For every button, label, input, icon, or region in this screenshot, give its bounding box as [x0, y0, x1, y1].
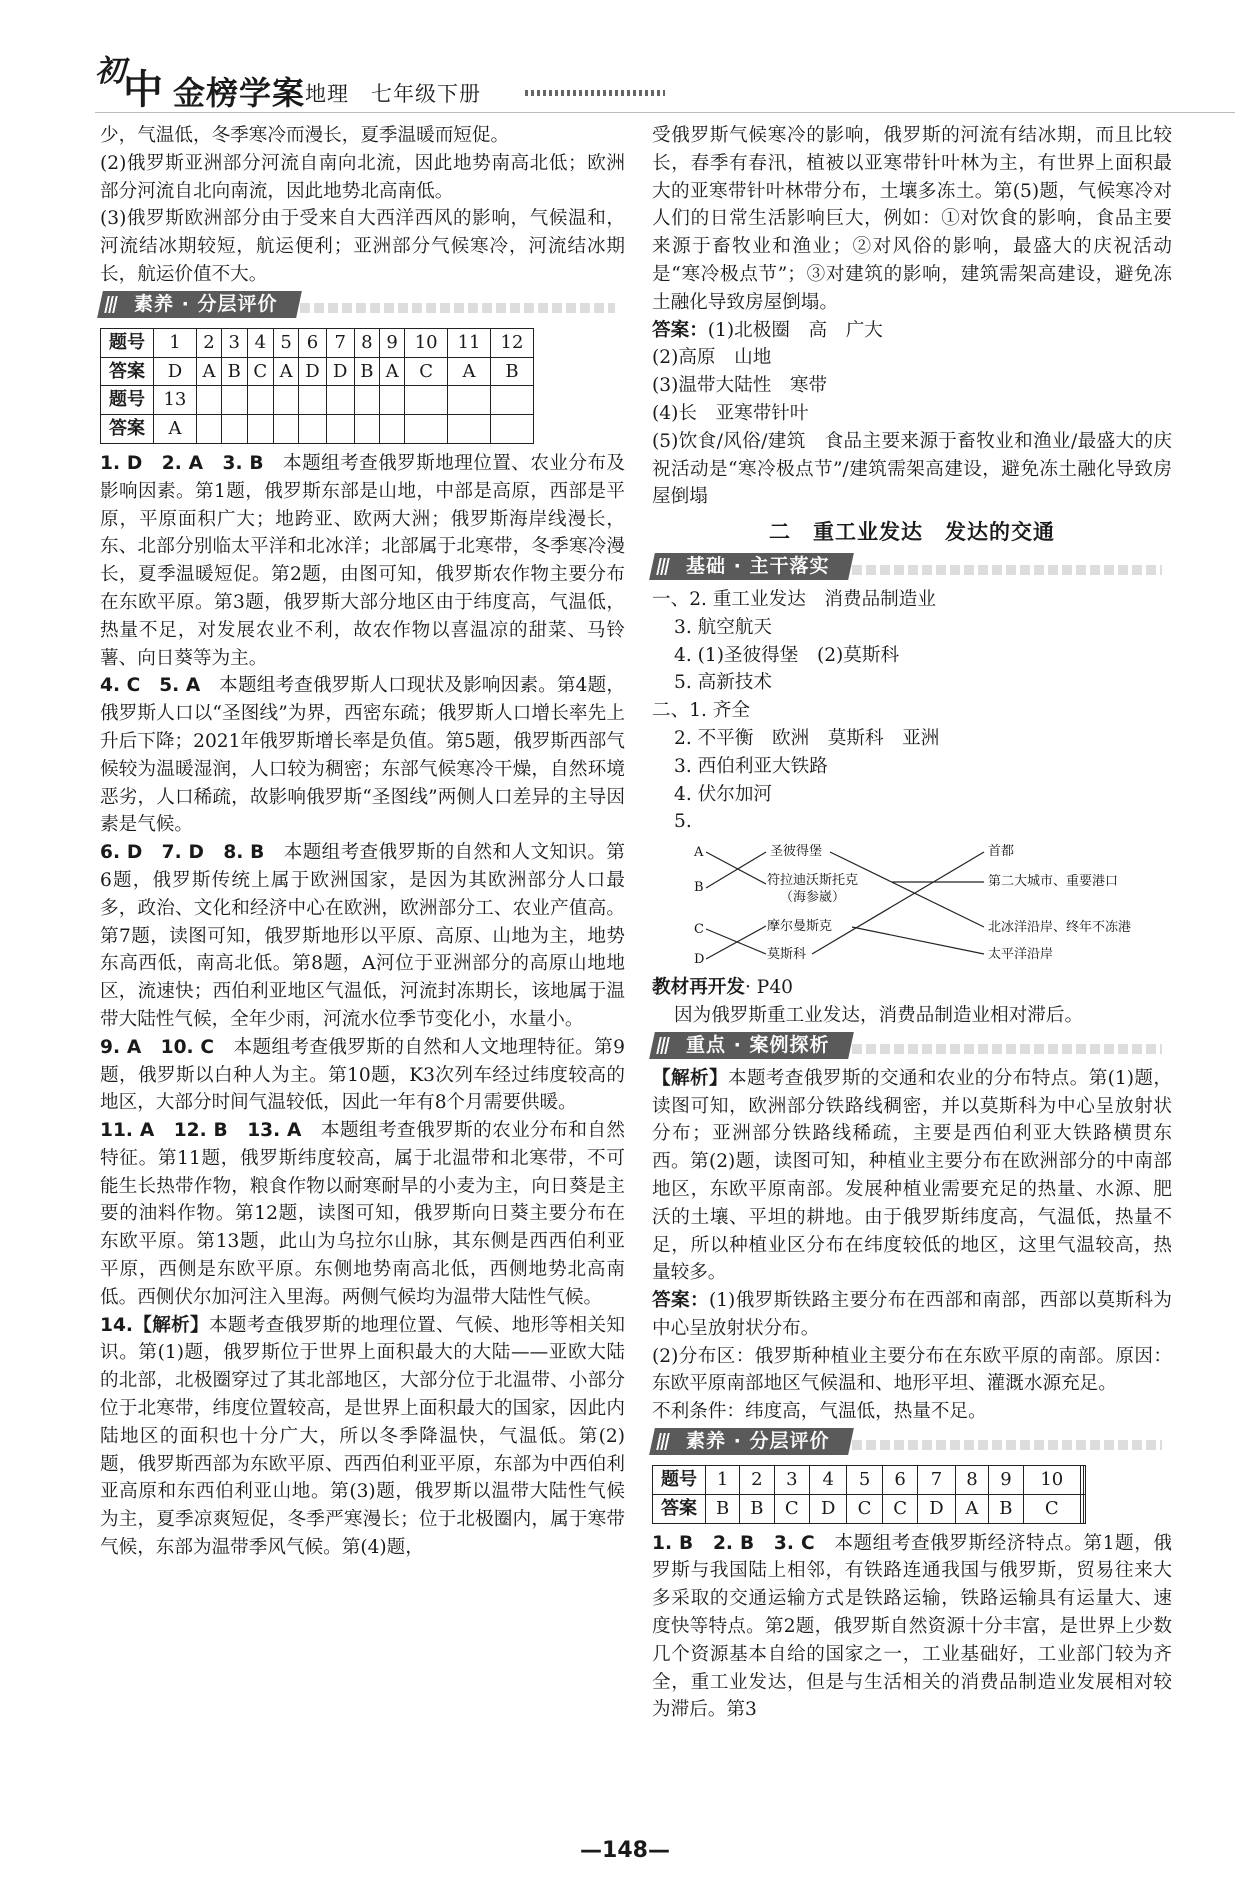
- header-rule: [95, 112, 1235, 113]
- right-column: [652, 122, 1172, 1724]
- item-lead: 14.【解析】: [100, 1314, 209, 1336]
- header-dots: [525, 90, 665, 96]
- list-item: 3. 西伯利亚大铁路: [674, 755, 828, 777]
- diagram-letter-d: D: [694, 952, 705, 968]
- case-answer: [652, 1287, 1172, 1343]
- matching-diagram: [692, 838, 1132, 968]
- table-cell: 4: [247, 328, 274, 357]
- list-item: 一、2. 重工业发达 消费品制造业: [652, 588, 936, 610]
- banner-label: 基础 · 主干落实: [686, 554, 830, 577]
- table-cell: 1: [706, 1466, 740, 1495]
- textbook-label: 教材再开发: [652, 977, 745, 999]
- textbook-page: · P40: [744, 977, 793, 999]
- banner-evaluation-1: [100, 289, 625, 324]
- logo-char-1: 初: [95, 54, 125, 89]
- table-cell: 4: [810, 1466, 847, 1495]
- table-cell: A: [448, 357, 491, 386]
- table-cell: 1: [154, 328, 197, 357]
- logo-title: 金榜学案: [173, 74, 306, 112]
- diagram-city: 符拉迪沃斯托克: [767, 873, 859, 889]
- banner-label: 重点 · 案例探析: [686, 1033, 830, 1056]
- answer-line: (3)温带大陆性 寒带: [652, 375, 828, 397]
- answer-item: [100, 1117, 625, 1312]
- table-cell: 8: [354, 328, 380, 357]
- item-text: 本题组考查俄罗斯地理位置、农业分布及影响因素。第1题，俄罗斯东部是山地，中部是高原，西部是平原，平原面积广大；地跨亚、欧两大洲；俄罗斯海岸线漫长，东、北部分别临太平洋和北冰洋；北部属于北寒带，冬季寒冷漫长，夏季温暖短促。第2题，由图可知，俄罗斯农作物主要分布在东欧平原。第3题，俄罗斯大部分地区由于纬度高，气温低，热量不足，对发展农业不利，故农作物以喜温凉的甜菜、马铃薯、向日葵等为主。: [100, 452, 625, 669]
- logo-char-2: 中: [123, 67, 163, 113]
- table-cell: C: [1023, 1494, 1081, 1523]
- table-cell: 答案: [653, 1494, 706, 1523]
- diagram-city: （海参崴）: [780, 890, 846, 906]
- analysis-text: 本题考查俄罗斯的交通和农业的分布特点。第(1)题，读图可知，欧洲部分铁路线稠密，并以莫斯科为中心呈放射状分布；亚洲部分铁路线稀疏，主要是西伯利亚大铁路横贯东西。第(2)题，读图可知，种植业主要分布在欧洲部分的中南部地区，东欧平原南部。发展种植业需要充足的热量、水源、肥沃的土壤、平坦的耕地。由于俄罗斯纬度高，气温低，热量不足，所以种植业区分布在纬度较低的地区，这里气温较高，热量较多。: [652, 1067, 1172, 1284]
- banner-label: 素养 · 分层评价: [134, 292, 278, 315]
- table-cell: 12: [490, 328, 533, 357]
- match-line: [706, 926, 766, 959]
- table-cell: 3: [222, 328, 248, 357]
- list-item: 3. 航空航天: [674, 616, 773, 638]
- banner-case: [652, 1030, 1172, 1065]
- case-answer-3: 不利条件：纬度高，气温低，热量不足。: [652, 1401, 987, 1423]
- answer-label: 答案：: [652, 319, 708, 341]
- table-row: [101, 357, 534, 386]
- answer-line: (4)长 亚寒带针叶: [652, 402, 809, 424]
- table-cell: 9: [380, 328, 405, 357]
- table-cell: B: [706, 1494, 740, 1523]
- table-cell: A: [196, 357, 221, 386]
- table-cell: C: [882, 1494, 918, 1523]
- intro-line-1: 少，气温低，冬季寒冷而漫长，夏季温暖而短促。: [100, 125, 510, 146]
- table-row: [101, 328, 534, 357]
- diagram-letter-c: C: [694, 922, 704, 938]
- table-cell: 题号: [101, 386, 154, 415]
- answer-line: (1)北极圈 高 广大: [707, 319, 883, 341]
- table-cell: 5: [847, 1466, 883, 1495]
- answer-label: 答案：: [652, 1290, 709, 1312]
- table-cell: 8: [955, 1466, 989, 1495]
- table-cell: 6: [299, 328, 327, 357]
- list-item: 5. 高新技术: [674, 672, 773, 694]
- page-header: [95, 40, 1235, 113]
- intro-line-3: (3)俄罗斯欧洲部分由于受来自大西洋西风的影响，气候温和，河流结冰期较短，航运便利；亚洲部分气候寒冷，河流结冰期长，航运价值不大。: [100, 208, 625, 285]
- table-cell: C: [847, 1494, 883, 1523]
- banner-label: 素养 · 分层评价: [686, 1430, 830, 1453]
- banner-evaluation-2: [652, 1426, 1172, 1461]
- table-cell: D: [154, 357, 197, 386]
- item-lead: 9. A 10. C: [100, 1036, 215, 1058]
- list-item: 二、1. 齐全: [652, 700, 751, 722]
- answer-item: [100, 839, 625, 1034]
- table-cell: A: [274, 357, 299, 386]
- item-text: 本题组考查俄罗斯的自然和人文知识。第6题，俄罗斯传统上属于欧洲国家，是因为其欧洲部分人口最多，政治、文化和经济中心在欧洲，欧洲部分工、农业产值高。第7题，读图可知，俄罗斯地形以平原、高原、山地为主，地势东高西低，南高北低。第8题，A河位于亚洲部分的高原山地地区，流速快；西伯利亚地区气温低，河流封冻期长，该地属于温带大陆性气候，全年少雨，河流水位季节变化小，水量小。: [100, 842, 625, 1030]
- answer-item: [652, 1530, 1172, 1725]
- table-cell: 10: [1023, 1466, 1081, 1495]
- table-row: [653, 1494, 1086, 1523]
- page-number: —148—: [580, 1838, 670, 1863]
- table-cell: C: [247, 357, 274, 386]
- answer-item: [100, 450, 625, 672]
- table-cell: D: [326, 357, 354, 386]
- diagram-feature: 首都: [988, 844, 1015, 860]
- answer-item: [100, 672, 625, 839]
- table-cell: 2: [196, 328, 221, 357]
- table-cell: 10: [405, 328, 448, 357]
- answer-item: [100, 1312, 625, 1562]
- foundation-list: [652, 586, 1172, 836]
- analysis-paragraph: [652, 1065, 1172, 1287]
- answer-line: (1)俄罗斯铁路主要分布在西部和南部，西部以莫斯科为中心呈放射状分布。: [652, 1290, 1172, 1339]
- table-cell: 答案: [101, 357, 154, 386]
- match-line: [706, 929, 766, 954]
- table-cell: B: [354, 357, 380, 386]
- table-cell: 7: [326, 328, 354, 357]
- section-title: 二 重工业发达 发达的交通: [769, 520, 1055, 545]
- analysis-label: 【解析】: [652, 1067, 728, 1089]
- table-cell: A: [955, 1494, 989, 1523]
- table-cell: 题号: [653, 1466, 706, 1495]
- list-item: 2. 不平衡 欧洲 莫斯科 亚洲: [674, 727, 940, 749]
- table-cell: 6: [882, 1466, 918, 1495]
- textbook-text: 因为俄罗斯重工业发达，消费品制造业相对滞后。: [674, 1004, 1084, 1026]
- table-cell: 5: [274, 328, 299, 357]
- table-cell: D: [299, 357, 327, 386]
- table-cell: 2: [740, 1466, 774, 1495]
- list-item: 4. 伏尔加河: [674, 783, 773, 805]
- table-cell: D: [810, 1494, 847, 1523]
- table-cell: 7: [918, 1466, 955, 1495]
- table-cell: 11: [448, 328, 491, 357]
- answer-line: (2)高原 山地: [652, 347, 772, 369]
- diagram-city: 圣彼得堡: [770, 844, 823, 860]
- table-cell: A: [380, 357, 405, 386]
- answer-table-2: [652, 1465, 1086, 1524]
- table-cell: B: [222, 357, 248, 386]
- table-cell: B: [490, 357, 533, 386]
- diagram-letter-a: A: [694, 845, 704, 861]
- item-text: 本题组考查俄罗斯的自然和人文地理特征。第9题，俄罗斯以白种人为主。第10题，K3次列车经过纬度较高的地区，大部分时间气温较低，因此一年有8个月需要供暖。: [100, 1036, 625, 1114]
- match-line: [852, 927, 984, 954]
- item-lead: 1. D 2. A 3. B: [100, 452, 264, 474]
- table-row: [101, 386, 534, 415]
- item-text: 本题考查俄罗斯的地理位置、气候、地形等相关知识。第(1)题，俄罗斯位于世界上面积最大的大陆——亚欧大陆的北部，北极圈穿过了其北部地区，大部分位于北温带、小部分位于北寒带，纬度位置较高，是世界上面积最大的国家，因此内陆地区的面积也十分广大，所以冬季降温快，气温低。第(2)题，俄罗斯西部为东欧平原、西西伯利亚平原，东部为中西伯利亚高原和东西伯利亚山地。第(3)题，俄罗斯以温带大陆性气候为主，夏季凉爽短促，冬季严寒漫长；位于北极圈内，属于寒带气候，东部为温带季风气候。第(4)题，: [100, 1314, 625, 1559]
- case-answer-2: (2)分布区：俄罗斯种植业主要分布在东欧平原的南部。原因：东欧平原南部地区气候温和、地形平坦、灌溉水源充足。: [652, 1345, 1172, 1395]
- banner-foundation: [652, 551, 1172, 586]
- item-lead: 6. D 7. D 8. B: [100, 842, 265, 864]
- textbook-note: [652, 974, 1172, 1002]
- item-text: 本题组考查俄罗斯人口现状及影响因素。第4题，俄罗斯人口以“圣图线”为界，西密东疏；俄罗斯人口增长率先上升后下降；2021年俄罗斯增长率是负值。第5题，俄罗斯西部气候较为温暖湿润，人口较为稠密；东部气候寒冷干燥，自然环境恶劣，人口稀疏，故影响俄罗斯“圣图线”两侧人口差异的主导因素是气候。: [100, 675, 625, 836]
- item-lead: 4. C 5. A: [100, 675, 201, 697]
- table-cell: 题号: [101, 328, 154, 357]
- list-item: 5.: [674, 811, 692, 833]
- continued-text: 受俄罗斯气候寒冷的影响，俄罗斯的河流有结冰期，而且比较长，春季有春汛，植被以亚寒带针叶林为主，有世界上面积最大的亚寒带针叶林带分布，土壤多冻土。第(5)题，气候寒冷对人们的日常生活影响巨大，例如：①对饮食的影响，食品主要来源于畜牧业和渔业；②对风俗的影响，最盛大的庆祝活动是“寒冷极点节”；③对建筑的影响，建筑需架高建设，避免冻土融化导致房屋倒塌。: [652, 125, 1172, 313]
- table-cell: D: [918, 1494, 955, 1523]
- match-line: [830, 852, 984, 927]
- table-cell: C: [405, 357, 448, 386]
- item-lead: 11. A 12. B 13. A: [100, 1120, 302, 1142]
- diagram-city: 摩尔曼斯克: [767, 919, 833, 935]
- answer-14: [652, 317, 1172, 512]
- answer-line: (5)饮食/风俗/建筑 食品主要来源于畜牧业和渔业/最盛大的庆祝活动是“寒冷极点节”/建筑需架高建设，避免冻土融化导致房屋倒塌: [652, 430, 1172, 508]
- diagram-feature: 第二大城市、重要港口: [988, 874, 1119, 890]
- diagram-feature: 北冰洋沿岸、终年不冻港: [988, 920, 1132, 936]
- table-cell: 答案: [101, 415, 154, 444]
- table-cell: C: [774, 1494, 810, 1523]
- item-text: 本题组考查俄罗斯经济特点。第1题，俄罗斯与我国陆上相邻，有铁路连通我国与俄罗斯，贸易往来大多采取的交通运输方式是铁路运输，铁路运输具有运量大、速度快等特点。第2题，俄罗斯自然资源十分丰富，是世界上少数几个资源基本自给的国家之一，工业基础好，工业部门较为齐全，重工业发达，但是与生活相关的消费品制造业发展相对较为滞后。第3: [652, 1532, 1172, 1721]
- table-cell: B: [989, 1494, 1023, 1523]
- table-cell: 3: [774, 1466, 810, 1495]
- table-row: [653, 1466, 1086, 1495]
- diagram-feature: 太平洋沿岸: [988, 947, 1054, 963]
- answer-table-1: [100, 328, 534, 444]
- intro-line-2: (2)俄罗斯亚洲部分河流自南向北流，因此地势南高北低；欧洲部分河流自北向南流，因此地势北高南低。: [100, 152, 625, 202]
- table-cell: A: [154, 415, 197, 444]
- table-cell: B: [740, 1494, 774, 1523]
- diagram-letter-b: B: [694, 880, 704, 896]
- table-cell: 9: [989, 1466, 1023, 1495]
- answer-item: [100, 1034, 625, 1117]
- diagram-city: 莫斯科: [767, 947, 807, 963]
- book-subtitle: 地理 七年级下册: [305, 82, 481, 106]
- item-text: 本题组考查俄罗斯的农业分布和自然特征。第11题，俄罗斯纬度较高，属于北温带和北寒带，不可能生长热带作物，粮食作物以耐寒耐旱的小麦为主，向日葵是主要的油料作物。第12题，读图可知，俄罗斯向日葵主要分布在东欧平原。第13题，此山为乌拉尔山脉，其东侧是西西伯利亚平原，西侧是东欧平原。东侧地势南高北低，西侧地势北高南低。西侧伏尔加河注入里海。两侧气候均为温带大陆性气候。: [100, 1120, 625, 1308]
- list-item: 4. (1)圣彼得堡 (2)莫斯科: [674, 644, 900, 666]
- table-cell: 13: [154, 386, 197, 415]
- item-lead: 1. B 2. B 3. C: [652, 1532, 815, 1554]
- table-row: [101, 415, 534, 444]
- left-column: [100, 122, 625, 1562]
